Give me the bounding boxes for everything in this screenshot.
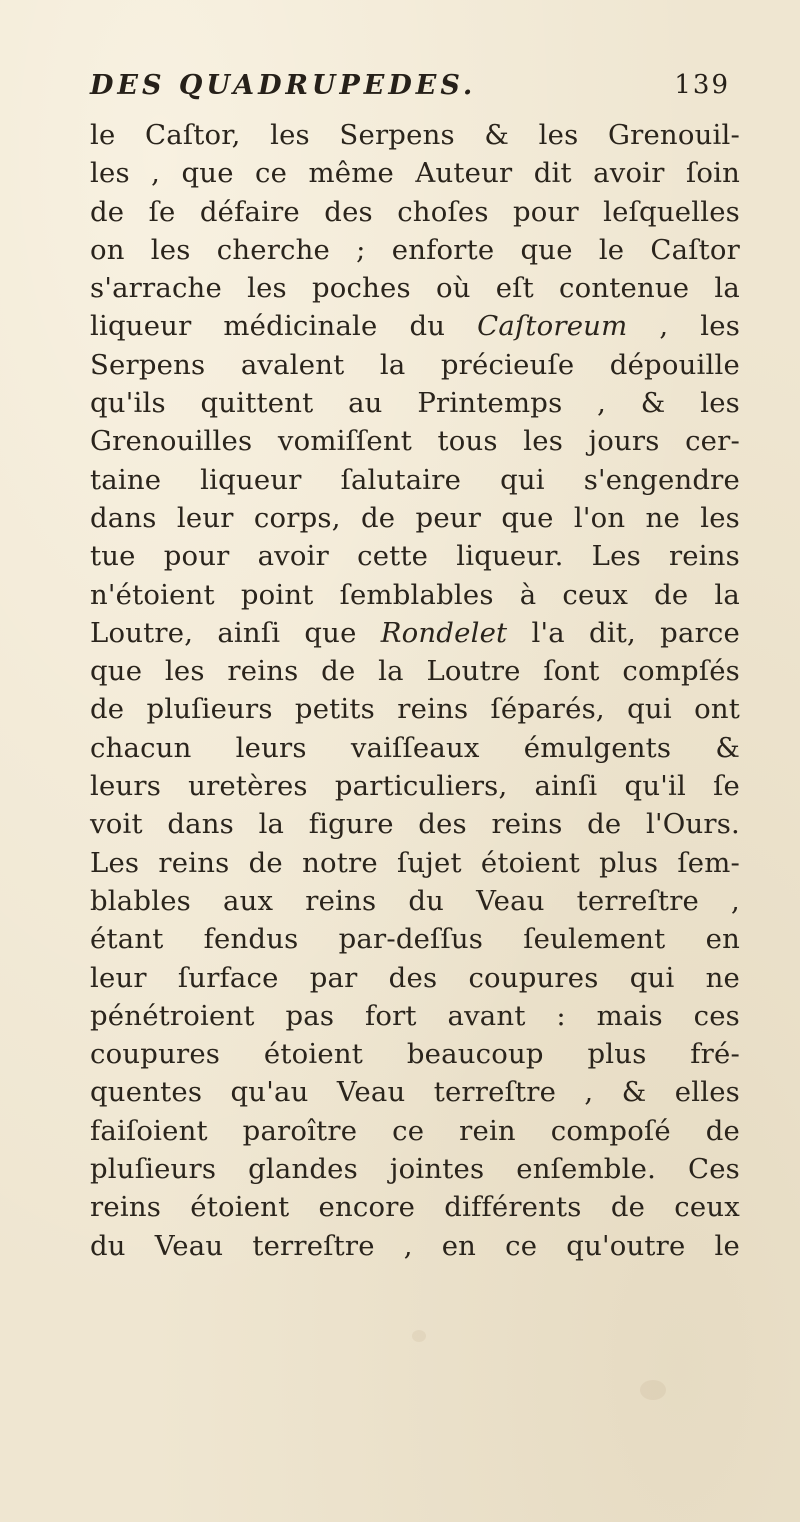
italic-term: Rondelet <box>380 616 508 649</box>
text-line <box>90 346 740 384</box>
text-run: Les reins de notre ſujet étoient plus ſem- <box>90 846 740 879</box>
text-run: les , que ce même Auteur dit avoir ſoin <box>90 157 740 190</box>
text-run: reins étoient encore différents de ceux <box>90 1191 740 1224</box>
text-line <box>90 193 740 231</box>
text-line <box>90 959 740 997</box>
text-run: Loutre, ainſi que <box>90 616 381 649</box>
text-line <box>90 729 740 767</box>
text-run: du Veau terreſtre , en ce qu'outre le <box>90 1229 740 1262</box>
text-line <box>90 1150 740 1188</box>
running-head: DES QUADRUPEDES. <box>90 70 477 101</box>
text-run: qu'ils quittent au Printemps , & les <box>90 387 740 420</box>
text-run: taine liqueur ſalutaire qui s'engendre <box>90 463 740 496</box>
text-line <box>90 384 740 422</box>
italic-term: Caſtoreum <box>477 310 628 343</box>
text-line <box>90 576 740 614</box>
text-line <box>90 1035 740 1073</box>
text-run: leur ſurface par des coupures qui ne <box>90 961 740 994</box>
text-line <box>90 920 740 958</box>
text-line <box>90 767 740 805</box>
text-run: coupures étoient beaucoup plus fré- <box>90 1038 740 1071</box>
text-line <box>90 422 740 460</box>
text-line <box>90 154 740 192</box>
paper-stain <box>412 1330 426 1342</box>
text-run: blables aux reins du Veau terreſtre , <box>90 884 740 917</box>
text-line <box>90 269 740 307</box>
text-line <box>90 1112 740 1150</box>
text-line <box>90 805 740 843</box>
text-line <box>90 844 740 882</box>
text-run: faiſoient paroître ce rein compoſé de <box>90 1114 740 1147</box>
text-line <box>90 537 740 575</box>
text-line <box>90 499 740 537</box>
text-line <box>90 690 740 728</box>
page-number: 139 <box>674 70 730 100</box>
text-run: on les cherche ; enforte que le Caſtor <box>90 233 740 266</box>
text-run: tue pour avoir cette liqueur. Les reins <box>90 540 740 573</box>
text-run: chacun leurs vaiſſeaux émulgents & <box>90 731 740 764</box>
text-run: pluſieurs glandes jointes enſemble. Ces <box>90 1153 740 1186</box>
body-text <box>90 116 740 1265</box>
text-line <box>90 652 740 690</box>
text-line <box>90 231 740 269</box>
text-run: liqueur médicinale du <box>90 310 478 343</box>
text-run: quentes qu'au Veau terreſtre , & elles <box>90 1076 740 1109</box>
text-line <box>90 307 740 345</box>
text-run: le Caſtor, les Serpens & les Grenouil- <box>90 119 740 151</box>
text-run: s'arrache les poches où eſt contenue la <box>90 272 740 305</box>
text-run: que les reins de la Loutre ſont compſés <box>90 655 740 688</box>
text-run: voit dans la figure des reins de l'Ours. <box>90 808 740 841</box>
text-line <box>90 461 740 499</box>
text-line <box>90 614 740 652</box>
text-line <box>90 997 740 1035</box>
text-line <box>90 1227 740 1265</box>
text-run: de ſe défaire des choſes pour leſquelles <box>90 195 740 228</box>
text-line <box>90 1188 740 1226</box>
text-run: dans leur corps, de peur que l'on ne les <box>90 501 740 534</box>
text-run: Grenouilles vomiſſent tous les jours cer- <box>90 425 740 458</box>
text-line <box>90 882 740 920</box>
text-run: pénétroient pas fort avant : mais ces <box>90 999 740 1032</box>
text-run: l'a dit, parce <box>507 616 740 649</box>
paper-stain <box>640 1380 666 1400</box>
text-run: Serpens avalent la précieuſe dépouille <box>90 348 740 381</box>
text-run: étant fendus par-deſſus ſeulement en <box>90 923 740 956</box>
text-line <box>90 116 740 154</box>
page-header <box>90 70 730 114</box>
text-run: leurs uretères particuliers, ainſi qu'il ſe <box>90 770 740 803</box>
text-run: , les <box>627 310 741 343</box>
text-run: de pluſieurs petits reins ſéparés, qui ont <box>90 693 740 726</box>
text-line <box>90 1073 740 1111</box>
text-run: n'étoient point ſemblables à ceux de la <box>90 578 740 611</box>
